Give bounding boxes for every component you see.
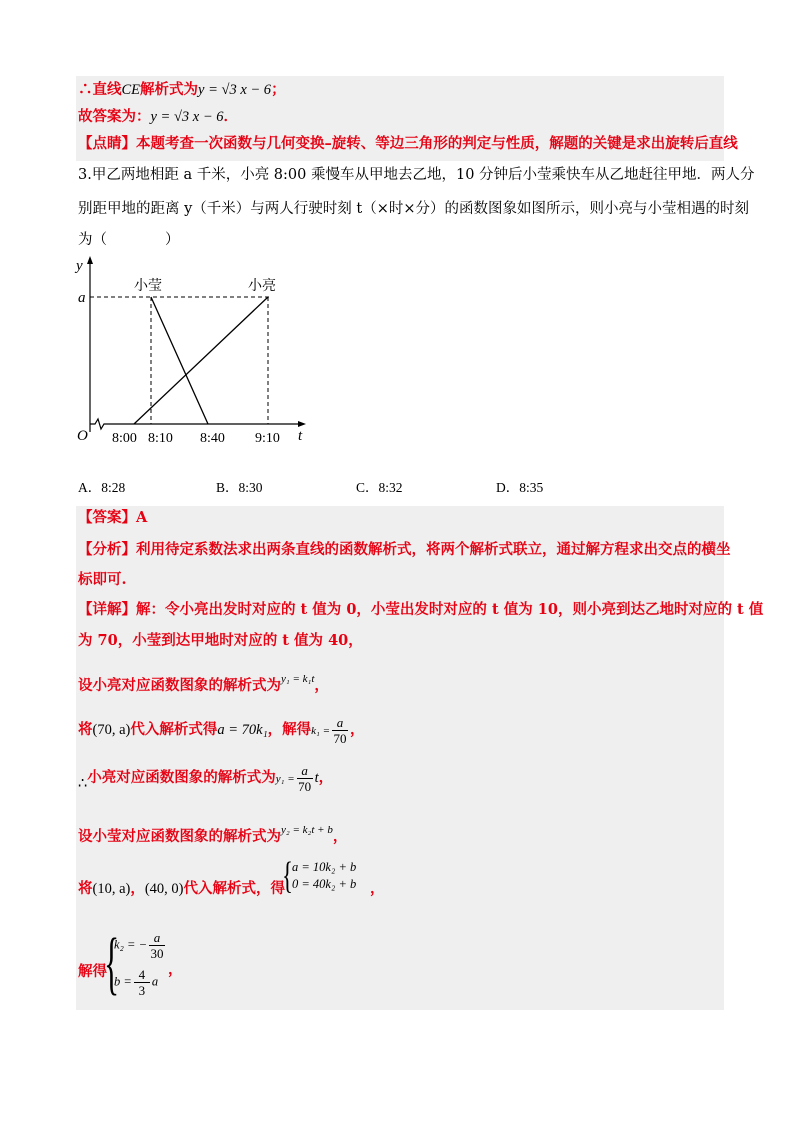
substitute-1-line	[78, 713, 365, 747]
text-comma: ，	[332, 828, 348, 845]
solve-label: 解得	[78, 963, 107, 980]
text-expression-is: 解析式为	[140, 81, 199, 98]
question-line-3: 为（ ）	[78, 232, 180, 248]
choice-b-letter: B．	[216, 480, 239, 495]
text-comma: ，	[314, 677, 329, 694]
text-solve: ，解得	[267, 721, 312, 738]
solution-b	[114, 967, 158, 998]
point-40-0: (40, 0)	[144, 881, 184, 897]
text-semicolon: ；	[271, 81, 286, 98]
xiaoliang-label: 小亮	[248, 279, 276, 294]
system-brace-2: {	[104, 925, 120, 1002]
system-comma: ，	[370, 880, 385, 897]
text-period: ．	[223, 108, 239, 125]
a-label: a	[78, 290, 86, 306]
y-axis-label: y	[76, 258, 83, 274]
var-ce: CE	[121, 82, 141, 98]
equation-a-70k1: a = 70k₁	[217, 722, 268, 738]
fraction-a-70-result	[297, 763, 313, 794]
analysis-line-2: 标即可.	[78, 571, 127, 588]
fraction-numerator: 4	[138, 967, 146, 982]
equation-ce: y = √3 x − 6	[198, 82, 272, 98]
comment-line: 【点睛】本题考查一次函数与几何变换–旋转、等边三角形的判定与性质，解题的关键是求出旋转后直线	[78, 135, 738, 152]
text-therefore-line: ∴直线	[78, 81, 122, 98]
fraction-denominator: 70	[333, 730, 347, 746]
choice-c-letter: C．	[356, 480, 379, 495]
choice-a-letter: A．	[78, 480, 102, 495]
choice-a-value: 8:28	[101, 480, 126, 495]
origin-label: O	[77, 428, 88, 444]
k1-lhs: k₁ =	[311, 725, 330, 737]
analysis-line-1: 【分析】利用待定系数法求出两条直线的函数解析式，将两个解析式联立，通过解方程求出交点的横坐	[78, 541, 731, 558]
choice-a	[78, 478, 125, 498]
text-answer-is: 故答案为：	[78, 108, 151, 125]
point-10-a: (10, a)	[92, 881, 131, 897]
y1-lhs: y₁ =	[275, 773, 295, 785]
answer-shaded-block	[76, 506, 724, 1010]
text-separator: ，	[130, 880, 145, 897]
fraction-a-30	[149, 930, 165, 961]
therefore-symbol: ∴	[78, 776, 88, 792]
text-set-xiaoying: 设小莹对应函数图象的解析式为	[78, 828, 281, 845]
equation-y1: y₁ = k₁t	[281, 673, 315, 685]
tick-8-10: 8:10	[148, 431, 173, 446]
solution-k2	[114, 930, 167, 961]
result-xiaoliang-line	[78, 761, 333, 795]
axis-break-zigzag	[90, 419, 107, 429]
fraction-numerator: a	[336, 714, 344, 730]
text-into-expression: 代入解析式得	[130, 721, 218, 738]
set-xiaoying-line	[78, 820, 347, 847]
fraction-a-70	[332, 715, 348, 746]
choice-c-value: 8:32	[378, 480, 403, 495]
text-comma: ，	[318, 769, 334, 786]
var-t: t	[314, 770, 319, 786]
system-eq-2: 0 = 40k₂ + b	[292, 877, 357, 891]
detail-line-1: 【详解】解：令小亮出发时对应的 t 值为 0，小莹出发时对应的 t 值为 10，则小亮到达乙地时对应的 t 值	[78, 601, 764, 618]
choice-d	[496, 478, 543, 498]
fraction-4-3	[134, 967, 150, 998]
tick-8-00: 8:00	[112, 431, 137, 446]
tick-9-10: 9:10	[255, 431, 280, 446]
fraction-denominator: 30	[150, 946, 164, 961]
text-substitute: 将	[78, 880, 93, 897]
xiaoying-line	[151, 297, 208, 424]
choice-c	[356, 478, 403, 498]
set-xiaoliang-line	[78, 669, 329, 696]
choice-b	[216, 478, 263, 498]
point-70-a: (70, a)	[92, 722, 131, 738]
x-axis-arrow	[298, 421, 306, 427]
question-line-1: 3.甲乙两地相距 a 千米，小亮 8:00 乘慢车从甲地去乙地，10 分钟后小莹乘快车从乙地赶往甲地．两人分	[78, 167, 755, 183]
x-axis-label: t	[298, 428, 303, 444]
var-a: a	[151, 974, 159, 989]
xiaoying-label: 小莹	[134, 279, 162, 294]
question-line-2: 别距甲地的距离 y（千米）与两人行驶时刻 t（×时×分）的函数图象如图所示，则小亮与小莹相遇的时刻	[78, 201, 750, 217]
choice-d-letter: D．	[496, 480, 520, 495]
equation-y2: y₂ = k₂t + b	[281, 824, 333, 836]
text-result-xiaoliang: 小亮对应函数图象的解析式为	[87, 769, 276, 786]
substitute-2-line	[78, 879, 285, 899]
ce-expression-line	[78, 80, 286, 100]
equation-answer: y = √3 x − 6	[150, 109, 224, 125]
b-lhs: b =	[114, 974, 132, 989]
choice-b-value: 8:30	[238, 480, 263, 495]
k2-lhs: k₂ = −	[114, 937, 148, 952]
text-comma: ，	[350, 721, 365, 738]
fraction-numerator: a	[153, 930, 161, 945]
system-equations-1	[292, 859, 356, 893]
fraction-denominator: 70	[298, 778, 312, 794]
system-eq-1: a = 10k₂ + b	[292, 860, 357, 874]
text-into-expression-get: 代入解析式，得	[183, 880, 286, 897]
solution-comma: ，	[168, 961, 183, 978]
fraction-numerator: a	[301, 762, 308, 778]
text-substitute: 将	[78, 721, 93, 738]
y-axis-arrow	[87, 256, 93, 264]
distance-time-graph	[74, 252, 334, 452]
system-brace-1: {	[282, 855, 293, 897]
choice-d-value: 8:35	[519, 480, 544, 495]
tick-8-40: 8:40	[200, 431, 225, 446]
fraction-denominator: 3	[138, 983, 146, 998]
answer-therefore-line	[78, 107, 238, 127]
answer-line: 【答案】A	[78, 509, 148, 526]
detail-line-2: 为 70，小莹到达甲地时对应的 t 值为 40，	[78, 632, 363, 649]
xiaoliang-line	[134, 297, 268, 424]
text-set-xiaoliang: 设小亮对应函数图象的解析式为	[78, 677, 281, 694]
